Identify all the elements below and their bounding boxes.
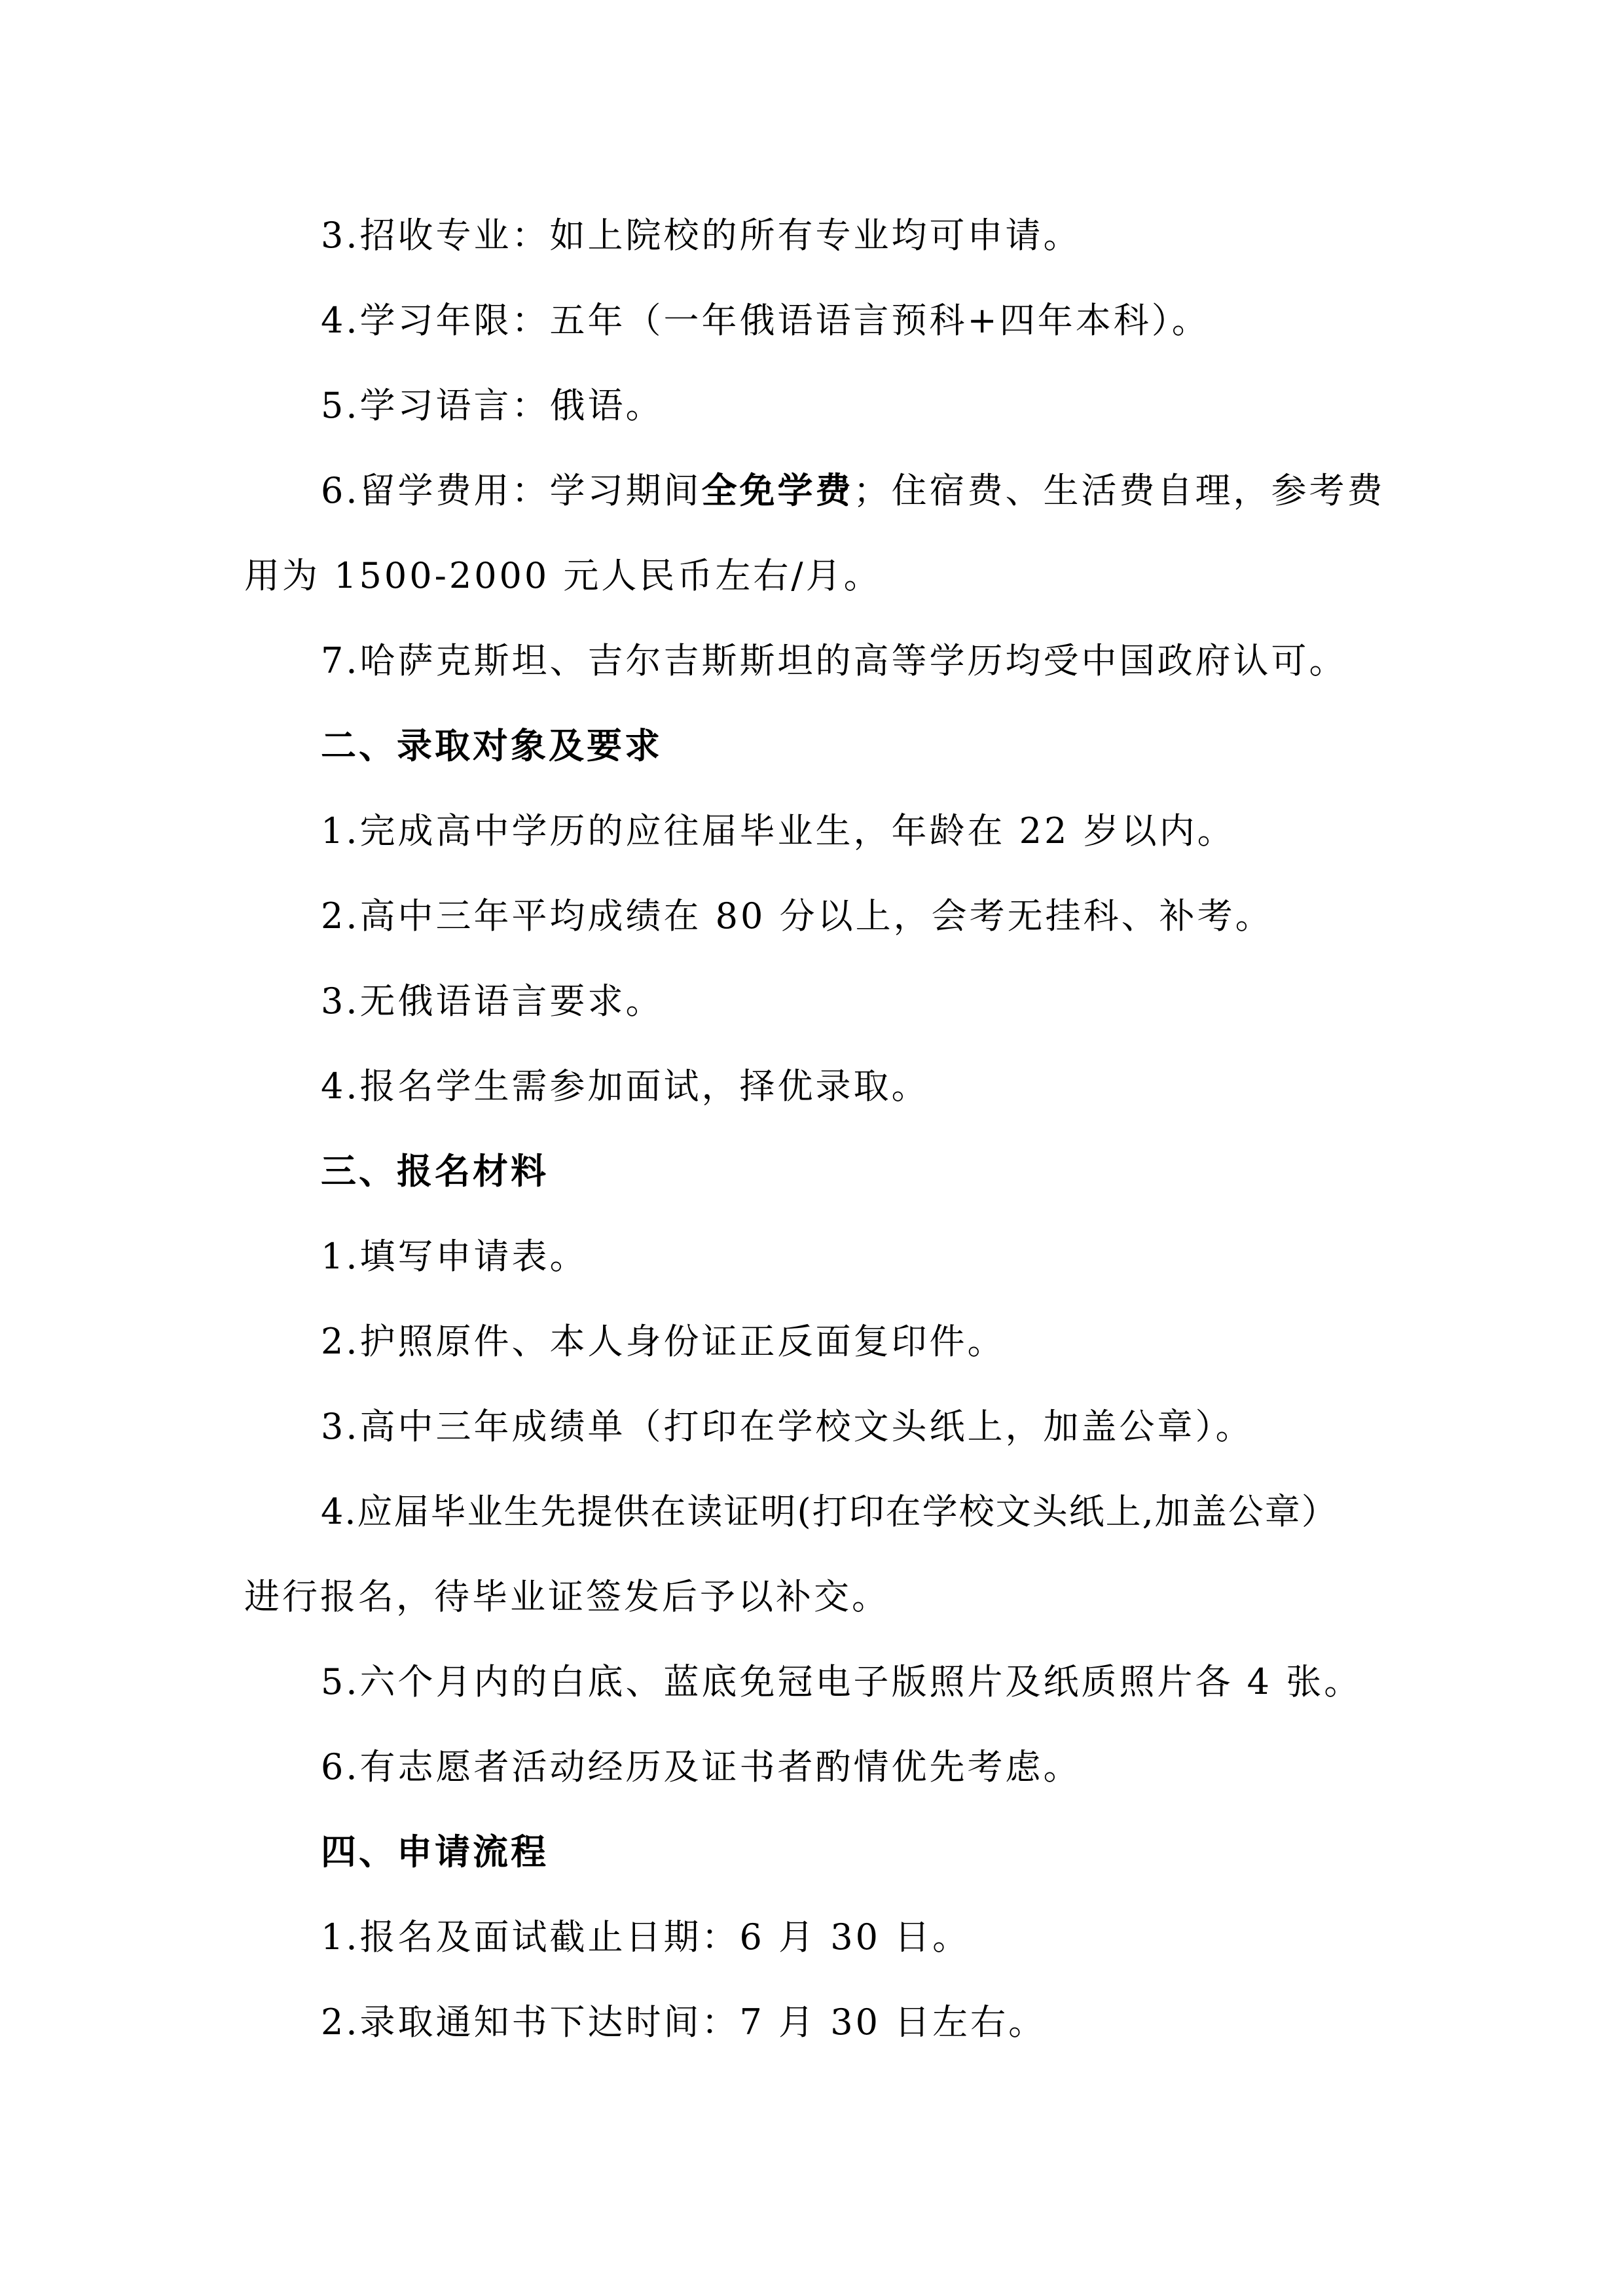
item-duration: 4.学习年限：五年（一年俄语语言预科+四年本科）。 (321, 300, 1210, 341)
item-no-russian: 3.无俄语语言要求。 (321, 980, 664, 1022)
item-fees-prefix: 6.留学费用：学习期间 (321, 470, 702, 511)
item-grades: 2.高中三年平均成绩在 80 分以上，会考无挂科、补考。 (321, 895, 1273, 937)
item-majors: 3.招收专业：如上院校的所有专业均可申请。 (321, 215, 1082, 256)
item-application-form: 1.填写申请表。 (321, 1236, 588, 1277)
item-fees-suffix: ；住宿费、生活费自理，参考费 (853, 470, 1385, 511)
item-interview: 4.报名学生需参加面试，择优录取。 (321, 1066, 930, 1107)
item-admission-notice: 2.录取通知书下达时间：7 月 30 日左右。 (321, 2001, 1047, 2043)
section-heading-admission: 二、录取对象及要求 (321, 725, 663, 766)
item-recognition: 7.哈萨克斯坦、吉尔吉斯斯坦的高等学历均受中国政府认可。 (321, 640, 1347, 681)
item-fees (321, 468, 1385, 514)
item-fees-highlight: 全免学费 (701, 470, 854, 511)
section-heading-process: 四、申请流程 (321, 1831, 549, 1873)
item-enrollment-proof-continued: 进行报名，待毕业证签发后予以补交。 (244, 1576, 890, 1617)
item-enrollment-proof: 4.应届毕业生先提供在读证明(打印在学校文头纸上,加盖公章） (321, 1491, 1338, 1532)
item-graduates-age: 1.完成高中学历的应往届毕业生，年龄在 22 岁以内。 (321, 810, 1235, 852)
section-heading-materials: 三、报名材料 (321, 1151, 549, 1192)
item-deadline: 1.报名及面试截止日期：6 月 30 日。 (321, 1916, 971, 1958)
item-transcript: 3.高中三年成绩单（打印在学校文头纸上，加盖公章）。 (321, 1406, 1254, 1447)
item-fees-continued: 用为 1500-2000 元人民币左右/月。 (244, 555, 882, 596)
item-passport-id: 2.护照原件、本人身份证正反面复印件。 (321, 1321, 1006, 1362)
item-photos: 5.六个月内的白底、蓝底免冠电子版照片及纸质照片各 4 张。 (321, 1661, 1362, 1702)
item-language: 5.学习语言：俄语。 (321, 385, 664, 426)
item-volunteer: 6.有志愿者活动经历及证书者酌情优先考虑。 (321, 1746, 1082, 1787)
